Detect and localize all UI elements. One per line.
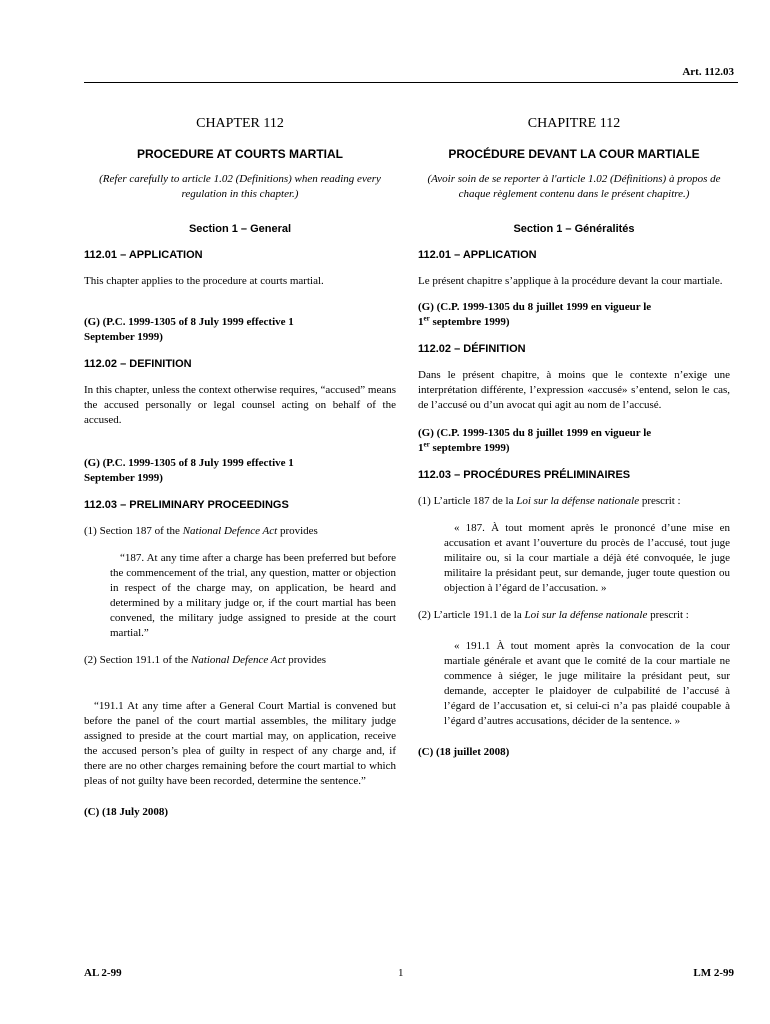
paragraph-2-prefix: (2) Section 191.1 of the: [84, 654, 191, 666]
amendment-note: (C) (18 July 2008): [84, 806, 169, 818]
act-name: National Defence Act: [182, 525, 278, 537]
article-heading-112-03: 112.03 – PROCÉDURES PRÉLIMINAIRES: [418, 469, 631, 481]
act-name: Loi sur la défense nationale: [524, 609, 648, 621]
quote-section-187: [84, 551, 396, 641]
chapter-number: CHAPITRE 112: [527, 116, 621, 131]
paragraph-1-prefix: (1) Section 187 of the: [84, 525, 183, 537]
paragraph-1-suffix: provides: [277, 525, 318, 537]
authority-note-line-2: septembre 1999): [429, 442, 510, 454]
chapter-number: CHAPTER 112: [196, 116, 284, 131]
paragraph-1-suffix: prescrit :: [639, 495, 681, 507]
authority-note-day: 1: [418, 442, 424, 454]
header-rule: [84, 82, 738, 83]
paragraph-2-suffix: prescrit :: [647, 609, 689, 621]
article-text-112-01: This chapter applies to the procedure at courts martial.: [84, 275, 324, 287]
ordinal-suffix: er: [423, 314, 430, 323]
french-column: [418, 114, 730, 760]
authority-note-line-1: (G) (C.P. 1999-1305 du 8 juillet 1999 en vigueur le: [418, 301, 652, 313]
quote-section-191-1: [84, 699, 396, 789]
article-heading-112-01: 112.01 – APPLICATION: [418, 249, 537, 261]
refer-note: (Refer carefully to article 1.02 (Definitions) when reading every regulation in this chapter.): [99, 173, 381, 200]
footer-left-code: AL 2-99: [84, 967, 122, 979]
paragraph-2-suffix: provides: [285, 654, 327, 666]
amendment-note: (C) (18 juillet 2008): [418, 746, 510, 758]
chapter-title: PROCÉDURE DEVANT LA COUR MARTIALE: [448, 147, 700, 161]
ordinal-suffix: er: [423, 440, 430, 449]
authority-note-day: 1: [418, 316, 424, 328]
article-text-112-02: Dans le présent chapitre, à moins que le contexte n’exige une interprétation différente, l’expression «accusé» s’entend, selon le cas, de l’accusé ou d’un avocat qui agit au nom de l’accusé.: [418, 369, 730, 411]
paragraph-1: [418, 494, 730, 509]
quote-section-191-1: [418, 639, 730, 729]
footer-right-code: LM 2-99: [693, 967, 734, 979]
refer-note: (Avoir soin de se reporter à l'article 1.02 (Définitions) à propos de chaque règlement contenu dans le présent chapitre.): [427, 173, 721, 200]
quote-text: “187. At any time after a charge has been preferred but before the commencement of the trial, any question, matter or objection in respect of the charge may, on application, be heard and determined by a military judge or, if the court martial has been convened, the military judge assigned to preside at the court martial.”: [110, 552, 396, 639]
article-reference: Art. 112.03: [682, 66, 734, 78]
quote-section-187: [418, 521, 730, 596]
paragraph-2: [418, 608, 730, 623]
authority-note-line-1: (G) (C.P. 1999-1305 du 8 juillet 1999 en vigueur le: [418, 427, 652, 439]
quote-text: « 187. À tout moment après le prononcé d’une mise en accusation et avant l’ouverture du procès de l’accusé, tout juge militaire ou, si la cour martiale a déjà été convoquée, le juge militaire la présidant peut, sur demande, juger toute question ou objection à l’égard de l’accusation. »: [444, 522, 730, 594]
act-name: National Defence Act: [190, 654, 286, 666]
article-heading-112-02: 112.02 – DÉFINITION: [418, 343, 526, 355]
authority-note-112-01: [418, 300, 730, 330]
paragraph-1: [84, 524, 396, 539]
article-text-112-01: Le présent chapitre s’applique à la procédure devant la cour martiale.: [418, 275, 723, 287]
english-column: [84, 114, 396, 820]
act-name: Loi sur la défense nationale: [516, 495, 640, 507]
authority-note-112-01: (G) (P.C. 1999-1305 of 8 July 1999 effective 1 September 1999): [84, 316, 294, 343]
article-heading-112-03: 112.03 – PRELIMINARY PROCEEDINGS: [84, 499, 289, 511]
paragraph-2: [84, 653, 396, 668]
section-title: Section 1 – General: [188, 223, 292, 235]
chapter-title: PROCEDURE AT COURTS MARTIAL: [137, 147, 343, 161]
quote-text: “191.1 At any time after a General Court Martial is convened but before the panel of the court martial assembles, the military judge assigned to preside at the court martial may, on application, receive the accused person’s plea of guilty in respect of any charge and, if there are no other charges remaining before the court martial to which pleas of not guilty have been recorded, determine the sentence.”: [84, 700, 396, 787]
quote-text: « 191.1 À tout moment après la convocation de la cour martiale générale et avant que le comité de la cour martiale ne commence à siéger, le juge militaire la présidant peut, sur demande, accepter le plaidoyer de culpabilité de l’accusé à l’égard de l’accusation et, si celui-ci n’a pas plaidé coupable à l’égard d’autres accusations, décider de la sentence. »: [444, 640, 730, 727]
page-number: 1: [398, 967, 404, 979]
article-heading-112-01: 112.01 – APPLICATION: [84, 249, 203, 261]
authority-note-112-02: [418, 426, 730, 456]
article-text-112-02: In this chapter, unless the context otherwise requires, “accused” means the accused personally or legal counsel acting on behalf of the accused.: [84, 384, 396, 426]
section-title: Section 1 – Généralités: [513, 223, 635, 235]
authority-note-line-2: septembre 1999): [429, 316, 510, 328]
authority-note-112-02: (G) (P.C. 1999-1305 of 8 July 1999 effective 1 September 1999): [84, 457, 294, 484]
paragraph-1-prefix: (1) L’article 187 de la: [418, 495, 517, 507]
article-heading-112-02: 112.02 – DEFINITION: [84, 358, 192, 370]
paragraph-2-prefix: (2) L’article 191.1 de la: [418, 609, 525, 621]
